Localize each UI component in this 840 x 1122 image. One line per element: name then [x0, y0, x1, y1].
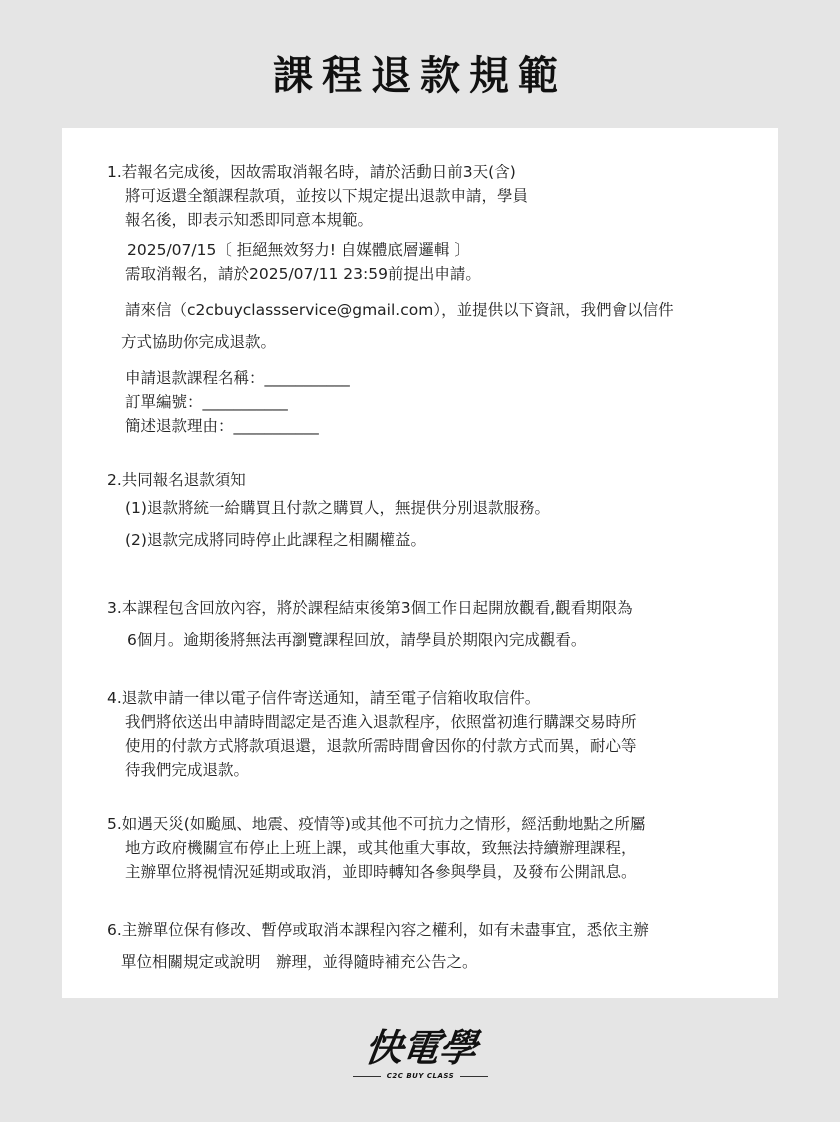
form-field-course-name: 申請退款課程名稱：___________ [125, 369, 350, 387]
form-field-refund-reason: 簡述退款理由：___________ [125, 417, 319, 435]
section-1-line: 1.若報名完成後，因故需取消報名時，請於活動日前3天(含) [107, 163, 516, 181]
section-5-line: 主辦單位將視情況延期或取消，並即時轉知各參與學員，及發布公開訊息。 [125, 863, 637, 881]
course-date-line: 2025/07/15〔 拒絕無效努力! 自媒體底層邏輯 〕 [127, 241, 470, 259]
section-4-line: 我們將依送出申請時間認定是否進入退款程序，依照當初進行購課交易時所 [125, 713, 637, 731]
section-6-line: 單位相關規定或說明 辦理，並得隨時補充公告之。 [121, 953, 478, 971]
logo-wordmark: 快電學 [361, 1026, 480, 1070]
section-5-line: 地方政府機關宣布停止上班上課，或其他重大事故，致無法持續辦理課程， [125, 839, 637, 857]
section-1-line: 將可返還全額課程款項，並按以下規定提出退款申請，學員 [125, 187, 529, 205]
section-4-line: 使用的付款方式將款項退還，退款所需時間會因你的付款方式而異，耐心等 [125, 737, 637, 755]
section-2 [107, 468, 747, 556]
page-title: 課程退款規範 [273, 53, 567, 99]
section-5 [107, 812, 747, 884]
logo-rule-left [353, 1076, 381, 1077]
policy-card [62, 128, 778, 998]
section-3-line: 3.本課程包含回放內容，將於課程結束後第3個工作日起開放觀看,觀看期限為 [107, 599, 633, 617]
section-3 [107, 592, 747, 656]
section-1-line: 報名後，即表示知悉即同意本規範。 [125, 211, 374, 229]
section-4 [107, 686, 747, 782]
section-1 [107, 160, 747, 438]
section-6 [107, 914, 747, 978]
section-5-line: 5.如遇天災(如颱風、地震、疫情等)或其他不可抗力之情形，經活動地點之所屬 [107, 815, 646, 833]
logo-rule-right [460, 1076, 488, 1077]
logo-subtitle-text: C2C BUY CLASS [386, 1072, 455, 1080]
section-3-line: 6個月。逾期後將無法再瀏覽課程回放，請學員於期限內完成觀看。 [127, 631, 587, 649]
policy-content [107, 160, 747, 978]
brand-logo [348, 1026, 493, 1088]
logo-subtitle [348, 1072, 493, 1080]
section-2-line: (1)退款將統一給購買且付款之購買人，無提供分別退款服務。 [125, 499, 550, 517]
section-4-line: 待我們完成退款。 [125, 761, 250, 779]
section-2-heading: 2.共同報名退款須知 [107, 471, 246, 489]
deadline-line: 需取消報名，請於2025/07/11 23:59前提出申請。 [125, 265, 481, 283]
section-4-line: 4.退款申請一律以電子信件寄送通知，請至電子信箱收取信件。 [107, 689, 541, 707]
email-line: 方式協助你完成退款。 [121, 333, 277, 351]
email-line: 請來信（c2cbuyclassservice@gmail.com），並提供以下資訊，我們會以信件 [125, 301, 674, 319]
section-2-line: (2)退款完成將同時停止此課程之相關權益。 [125, 531, 426, 549]
section-6-line: 6.主辦單位保有修改、暫停或取消本課程內容之權利，如有未盡事宜，悉依主辦 [107, 921, 649, 939]
form-field-order-number: 訂單編號：___________ [125, 393, 288, 411]
